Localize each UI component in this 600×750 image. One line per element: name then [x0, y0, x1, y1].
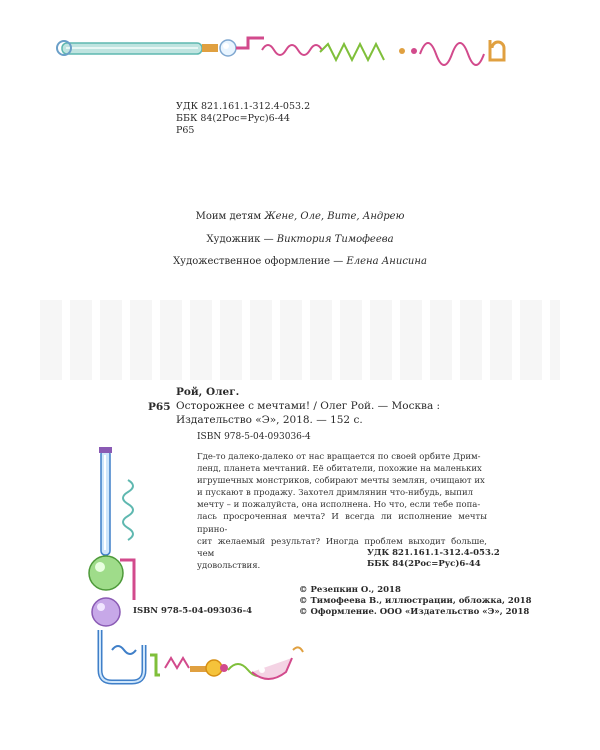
entry-isbn: ISBN 978-5-04-093036-4	[197, 432, 311, 442]
udk-code-bottom: УДК 821.161.1-312.4-053.2	[367, 548, 500, 558]
annotation-line: и пускают в продажу. Захотел дримлянин что-нибудь, выпил	[197, 488, 474, 499]
dedication-names: Жене, Оле, Вите, Андрею	[264, 211, 405, 222]
annotation-line: удовольствия.	[197, 560, 261, 571]
design-label: Художественное оформление —	[173, 256, 344, 267]
entry-title-line-2: Издательство «Э», 2018. — 152 с.	[176, 414, 363, 426]
illustrator-label: Художник —	[206, 234, 274, 245]
entry-author: Рой, Олег.	[176, 386, 240, 398]
copyright-line: © Резепкин О., 2018	[299, 585, 401, 595]
entry-title-line-1: Осторожнее с мечтами! / Олег Рой. — Москва :	[176, 400, 441, 412]
annotation-line: лась просроченная мечта? И всегда ли исполнение мечты прино-	[197, 512, 487, 535]
dedication-prefix: Моим детям	[195, 211, 262, 222]
annotation-line: мечту – и пожалуйста, она исполнена. Но что, если тебе попа-	[197, 500, 481, 511]
annotation-line: ленд, планета мечтаний. Её обитатели, похожие на маленьких	[197, 464, 482, 475]
designer-name: Елена Анисина	[346, 256, 427, 267]
isbn-bottom: ISBN 978-5-04-093036-4	[133, 606, 253, 616]
annotation-line: игрушечных монстриков, собирают мечты землян, очищают их	[197, 476, 485, 487]
author-code: Р65	[176, 125, 195, 136]
illustrator-name: Виктория Тимофеева	[276, 234, 394, 245]
udk-code: УДК 821.161.1-312.4-053.2	[176, 101, 311, 112]
copyright-line: © Тимофеева В., иллюстрации, обложка, 2018	[299, 596, 532, 606]
annotation-line: сит желаемый результат? Иногда проблем выходит больше, чем	[197, 536, 487, 559]
entry-code: Р65	[148, 401, 171, 413]
bbk-code: ББК 84(2Рос=Рус)6-44	[176, 113, 290, 124]
bbk-code-bottom: ББК 84(2Рос=Рус)6-44	[367, 559, 481, 569]
annotation-line: Где-то далеко-далеко от нас вращается по своей орбите Дрим-	[197, 452, 481, 462]
copyright-line: © Оформление. ООО «Издательство «Э», 2018	[299, 607, 530, 617]
